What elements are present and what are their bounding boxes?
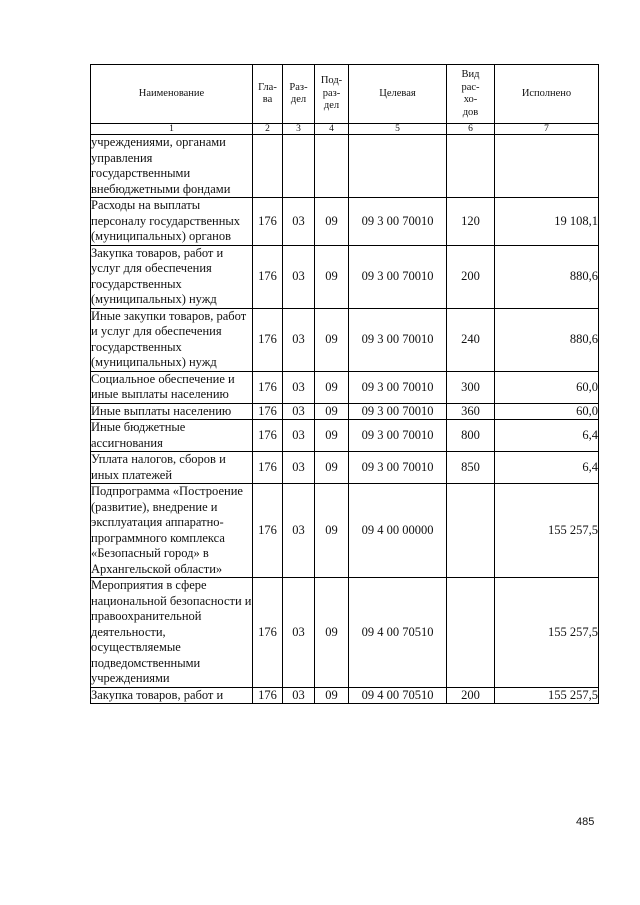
subsection-cell: 09 xyxy=(315,403,349,420)
expense-type-cell: 360 xyxy=(447,403,495,420)
row-name-cell: Уплата налогов, сборов и иных платежей xyxy=(91,452,253,484)
chapter-cell: 176 xyxy=(253,245,283,308)
chapter-cell: 176 xyxy=(253,308,283,371)
table-row xyxy=(91,484,599,578)
table-row xyxy=(91,135,599,198)
column-number: 7 xyxy=(495,124,599,135)
chapter-cell: 176 xyxy=(253,371,283,403)
target-cell: 09 3 00 70010 xyxy=(349,245,447,308)
table-row xyxy=(91,371,599,403)
expense-type-cell xyxy=(447,484,495,578)
subsection-cell: 09 xyxy=(315,198,349,246)
column-number-row xyxy=(91,124,599,135)
column-number: 5 xyxy=(349,124,447,135)
table-row xyxy=(91,578,599,688)
target-cell: 09 3 00 70010 xyxy=(349,403,447,420)
chapter-cell: 176 xyxy=(253,403,283,420)
table-row xyxy=(91,308,599,371)
expense-type-cell: 240 xyxy=(447,308,495,371)
column-number: 6 xyxy=(447,124,495,135)
subsection-cell: 09 xyxy=(315,420,349,452)
executed-cell: 155 257,5 xyxy=(495,484,599,578)
chapter-cell: 176 xyxy=(253,578,283,688)
table-row xyxy=(91,403,599,420)
subsection-cell: 09 xyxy=(315,484,349,578)
header-expense-type: Вид рас- хо- дов xyxy=(447,65,495,124)
header-target: Целевая xyxy=(349,65,447,124)
executed-cell: 880,6 xyxy=(495,245,599,308)
header-row xyxy=(91,65,599,124)
subsection-cell: 09 xyxy=(315,245,349,308)
header-chapter: Гла- ва xyxy=(253,65,283,124)
column-number: 1 xyxy=(91,124,253,135)
section-cell: 03 xyxy=(283,484,315,578)
page-number: 485 xyxy=(576,816,595,828)
row-name-cell: Иные выплаты населению xyxy=(91,403,253,420)
header-name: Наименование xyxy=(91,65,253,124)
row-name-cell: Расходы на выплаты персоналу государственных (муниципальных) органов xyxy=(91,198,253,246)
executed-cell: 6,4 xyxy=(495,420,599,452)
section-cell: 03 xyxy=(283,198,315,246)
header-executed: Исполнено xyxy=(495,65,599,124)
expense-type-cell: 850 xyxy=(447,452,495,484)
row-name-cell: учреждениями, органами управления государственными внебюджетными фондами xyxy=(91,135,253,198)
section-cell: 03 xyxy=(283,403,315,420)
table-row xyxy=(91,687,599,704)
chapter-cell xyxy=(253,135,283,198)
section-cell xyxy=(283,135,315,198)
column-number: 2 xyxy=(253,124,283,135)
row-name-cell: Подпрограмма «Построение (развитие), внедрение и эксплуатация аппаратно-программного комплекса «Безопасный город» в Архангельской области» xyxy=(91,484,253,578)
target-cell: 09 3 00 70010 xyxy=(349,308,447,371)
subsection-cell xyxy=(315,135,349,198)
row-name-cell: Социальное обеспечение и иные выплаты населению xyxy=(91,371,253,403)
table-body xyxy=(91,135,599,704)
chapter-cell: 176 xyxy=(253,198,283,246)
header-section: Раз- дел xyxy=(283,65,315,124)
section-cell: 03 xyxy=(283,578,315,688)
chapter-cell: 176 xyxy=(253,687,283,704)
executed-cell xyxy=(495,135,599,198)
chapter-cell: 176 xyxy=(253,484,283,578)
subsection-cell: 09 xyxy=(315,308,349,371)
column-number: 3 xyxy=(283,124,315,135)
expense-type-cell xyxy=(447,578,495,688)
executed-cell: 60,0 xyxy=(495,371,599,403)
section-cell: 03 xyxy=(283,245,315,308)
target-cell: 09 4 00 70510 xyxy=(349,687,447,704)
row-name-cell: Иные бюджетные ассигнования xyxy=(91,420,253,452)
expense-type-cell: 200 xyxy=(447,245,495,308)
executed-cell: 60,0 xyxy=(495,403,599,420)
expense-type-cell: 120 xyxy=(447,198,495,246)
chapter-cell: 176 xyxy=(253,452,283,484)
table-row xyxy=(91,245,599,308)
target-cell: 09 4 00 00000 xyxy=(349,484,447,578)
expense-type-cell: 800 xyxy=(447,420,495,452)
target-cell xyxy=(349,135,447,198)
target-cell: 09 3 00 70010 xyxy=(349,371,447,403)
header-subsection: Под- раз- дел xyxy=(315,65,349,124)
section-cell: 03 xyxy=(283,420,315,452)
expense-type-cell: 200 xyxy=(447,687,495,704)
subsection-cell: 09 xyxy=(315,687,349,704)
executed-cell: 880,6 xyxy=(495,308,599,371)
executed-cell: 6,4 xyxy=(495,452,599,484)
section-cell: 03 xyxy=(283,687,315,704)
budget-table xyxy=(90,64,599,704)
executed-cell: 19 108,1 xyxy=(495,198,599,246)
target-cell: 09 3 00 70010 xyxy=(349,452,447,484)
row-name-cell: Иные закупки товаров, работ и услуг для обеспечения государственных (муниципальных) нужд xyxy=(91,308,253,371)
section-cell: 03 xyxy=(283,308,315,371)
target-cell: 09 4 00 70510 xyxy=(349,578,447,688)
section-cell: 03 xyxy=(283,452,315,484)
row-name-cell: Закупка товаров, работ и услуг для обеспечения государственных (муниципальных) нужд xyxy=(91,245,253,308)
row-name-cell: Мероприятия в сфере национальной безопасности и правоохранительной деятельности, осуществляемые подведомственными учреждениями xyxy=(91,578,252,685)
chapter-cell: 176 xyxy=(253,420,283,452)
target-cell: 09 3 00 70010 xyxy=(349,420,447,452)
table-row xyxy=(91,420,599,452)
executed-cell: 155 257,5 xyxy=(495,578,599,688)
table-row xyxy=(91,452,599,484)
subsection-cell: 09 xyxy=(315,578,349,688)
expense-type-cell: 300 xyxy=(447,371,495,403)
executed-cell: 155 257,5 xyxy=(495,687,599,704)
expense-type-cell xyxy=(447,135,495,198)
section-cell: 03 xyxy=(283,371,315,403)
subsection-cell: 09 xyxy=(315,371,349,403)
subsection-cell: 09 xyxy=(315,452,349,484)
column-number: 4 xyxy=(315,124,349,135)
row-name-cell: Закупка товаров, работ и xyxy=(91,687,253,704)
table-row xyxy=(91,198,599,246)
target-cell: 09 3 00 70010 xyxy=(349,198,447,246)
